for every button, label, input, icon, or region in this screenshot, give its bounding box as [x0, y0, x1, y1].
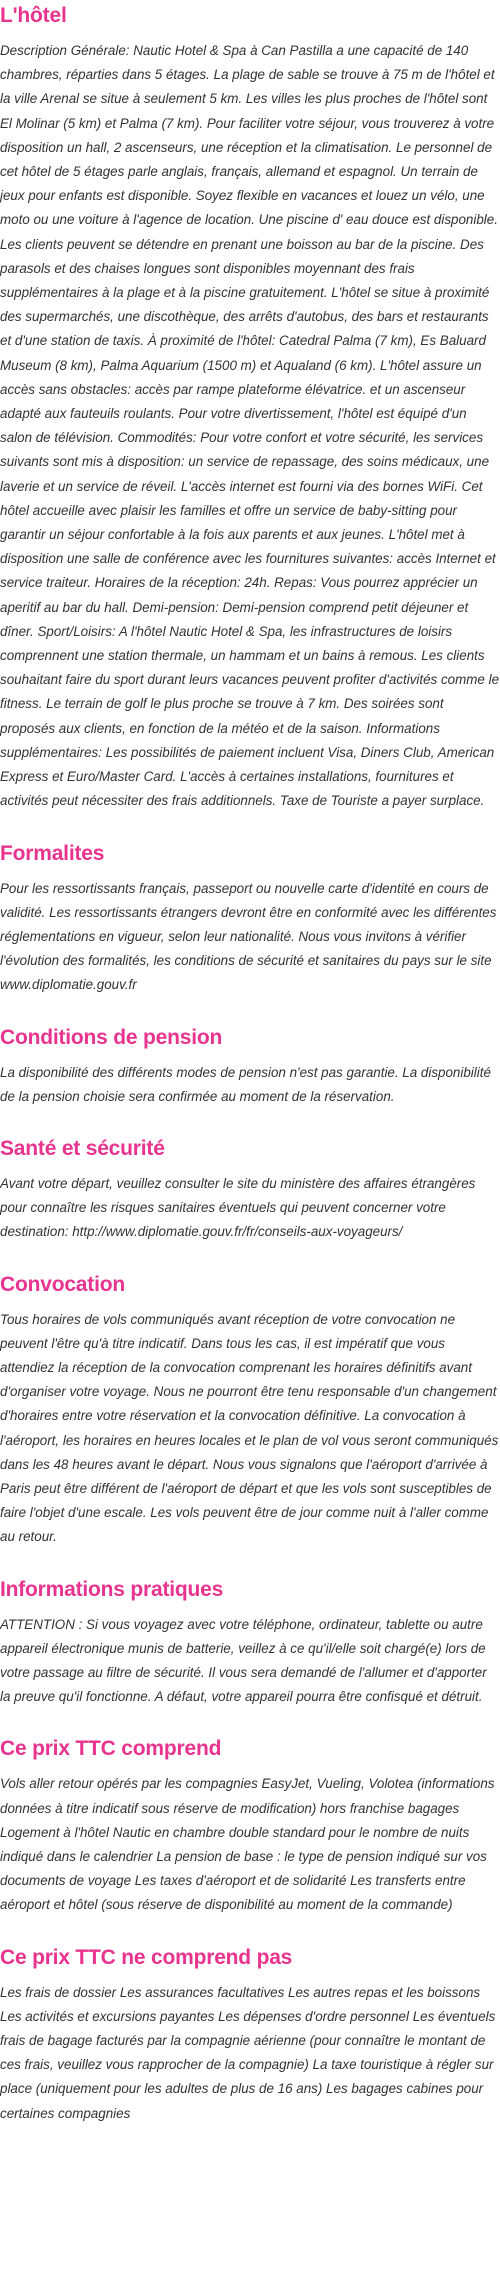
- section-title-prix-comprend: Ce prix TTC comprend: [0, 1737, 222, 1761]
- section-title-conditions-pension: Conditions de pension: [0, 1025, 223, 1049]
- section-informations-pratiques: [0, 1550, 500, 1710]
- section-sante-securite: [0, 1109, 500, 1245]
- section-title-sante-securite: Santé et sécurité: [0, 1136, 165, 1160]
- section-title-hotel: L'hôtel: [0, 4, 67, 27]
- section-body-prix-ne-comprend-pas: Les frais de dossier Les assurances facultatives Les autres repas et les boissons Les activités et excursions payantes Les dépenses d'ordre personnel Les éventuels frais de bagage facturés par la compagnie aérienne (pour connaître le montant de ces frais, veuillez vous rapprocher de la compagnie) La taxe touristique à régler sur place (uniquement pour les adultes de plus de 16 ans) Les bagages cabines pour certaines compagnies: [0, 1984, 496, 2121]
- section-prix-comprend: [0, 1709, 500, 1917]
- section-body-informations-pratiques: ATTENTION : Si vous voyagez avec votre téléphone, ordinateur, tablette ou autre appareil électronique munis de batterie, veillez à ce qu'il/elle soit chargé(e) lors de votre passage au filtre de sécurité. Il vous sera demandé de l'allumer et d'apporter la preuve qu'il fonctionne. A défaut, votre appareil pourra être confisqué et détruit.: [0, 1616, 487, 1705]
- section-hotel: [0, 0, 500, 814]
- section-title-informations-pratiques: Informations pratiques: [0, 1577, 224, 1601]
- section-formalites: [0, 814, 500, 998]
- section-body-sante-securite: Avant votre départ, veuillez consulter le site du ministère des affaires étrangères pour connaître les risques sanitaires éventuels qui peuvent concerner votre destination: http://www.diplomatie.gouv.fr/fr/conseils-aux-voyageurs/: [0, 1175, 476, 1240]
- section-title-prix-ne-comprend-pas: Ce prix TTC ne comprend pas: [0, 1945, 293, 1969]
- section-body-hotel: Description Générale: Nautic Hotel & Spa à Can Pastilla a une capacité de 140 chambres, réparties dans 5 étages. La plage de sable se trouve à 75 m de l'hôtel et la ville Arenal se situe à seulement 5 km. Les villes les plus proches de l'hôtel sont El Molinar (5 km) et Palma (7 km). Pour faciliter votre séjour, vous trouverez à votre disposition un hall, 2 ascenseurs, une réception et la climatisation. Le personnel de cet hôtel de 5 étages parle anglais, français, allemand et espagnol. Un terrain de jeux pour enfants est disponible. Soyez flexible en vacances et louez un vélo, une moto ou une voiture à l'agence de location. Une piscine d' eau douce est disponible. Les clients peuvent se détendre en prenant une boisson au bar de la piscine. Des parasols et des chaises longues sont disponibles moyennant des frais supplémentaires à la plage et à la piscine gratuitement. L'hôtel se situe à proximité des supermarchés, une discothèque, des arrêts d'autobus, des bars et restaurants et d'une station de taxis. À proximité de l'hôtel: Catedral Palma (7 km), Es Baluard Museum (8 km), Palma Aquarium (1500 m) et Aqualand (6 km). L'hôtel assure un accès sans obstacles: accès par rampe plateforme élévatrice. et un ascenseur adapté aux fauteuils roulants. Pour votre divertissement, l'hôtel est équipé d'un salon de télévision. Commodités: Pour votre confort et votre sécurité, les services suivants sont mis à disposition: un service de repassage, des soins médicaux, une laverie et un service de réveil. L'accès internet est fourni via des bornes WiFi. Cet hôtel accueille avec plaisir les familles et offre un service de baby-sitting pour garantir un séjour confortable à la fois aux parents et aux jeunes. L'hôtel met à disposition une salle de conférence avec les fournitures suivantes: accès Internet et service traiteur. Horaires de la réception: 24h. Repas: Vous pourrez apprécier un aperitif au bar du hall. Demi-pension: Demi-pension comprend petit déjeuner et dîner. Sport/Loisirs: A l'hôtel Nautic Hotel & Spa, les infrastructures de loisirs comprennent une station thermale, un hammam et un bains à remous. Les clients souhaitant faire du sport durant leurs vacances peuvent profiter d'activités comme le fitness. Le terrain de golf le plus proche se trouve à 7 km. Des soirées sont proposés aux clients, en fonction de la météo et de la saison. Informations supplémentaires: Les possibilités de paiement incluent Visa, Diners Club, American Express et Euro/Master Card. L'accès à certaines installations, fournitures et activités peut nécessiter des frais additionnels. Taxe de Touriste a payer surplace.: [0, 43, 500, 809]
- section-prix-ne-comprend-pas: [0, 1918, 500, 2126]
- section-body-convocation: Tous horaires de vols communiqués avant réception de votre convocation ne peuvent l'être qu'à titre indicatif. Dans tous les cas, il est impératif que vous attendiez la réception de la convocation comprenant les horaires définitifs avant d'organiser votre voyage. Nous ne pourront être tenu responsable d'un changement d'horaires entre votre réservation et la convocation définitive. La convocation à l'aéroport, les horaires en heures locales et le plan de vol vous seront communiqués dans les 48 heures avant le départ. Nous vous signalons que l'aéroport d'arrivée à Paris peut être différent de l'aéroport de départ et que les vols sont susceptibles de faire l'objet d'une escale. Les vols peuvent être de jour comme nuit à l'aller comme au retour.: [0, 1311, 499, 1545]
- section-body-prix-comprend: Vols aller retour opérés par les compagnies EasyJet, Vueling, Volotea (informations données à titre indicatif sous réserve de modification) hors franchise bagages Logement à l'hôtel Nautic en chambre double standard pour le nombre de nuits indiqué dans le calendrier La pension de base : le type de pension indiqué sur vos documents de voyage Les taxes d'aéroport et de solidarité Les transferts entre aéroport et hôtel (sous réserve de disponibilité au moment de la commande): [0, 1776, 495, 1913]
- section-title-formalites: Formalites: [0, 841, 105, 865]
- section-convocation: [0, 1245, 500, 1550]
- section-conditions-pension: [0, 998, 500, 1109]
- section-body-conditions-pension: La disponibilité des différents modes de pension n'est pas garantie. La disponibilité de la pension choisie sera confirmée au moment de la réservation.: [0, 1064, 491, 1104]
- section-body-formalites: Pour les ressortissants français, passeport ou nouvelle carte d'identité en cours de validité. Les ressortissants étrangers devront être en conformité avec les différentes réglementations en vigueur, selon leur nationalité. Nous vous invitons à vérifier l'évolution des formalités, les conditions de sécurité et sanitaires du pays sur le site www.diplomatie.gouv.fr: [0, 880, 497, 993]
- section-title-convocation: Convocation: [0, 1272, 125, 1296]
